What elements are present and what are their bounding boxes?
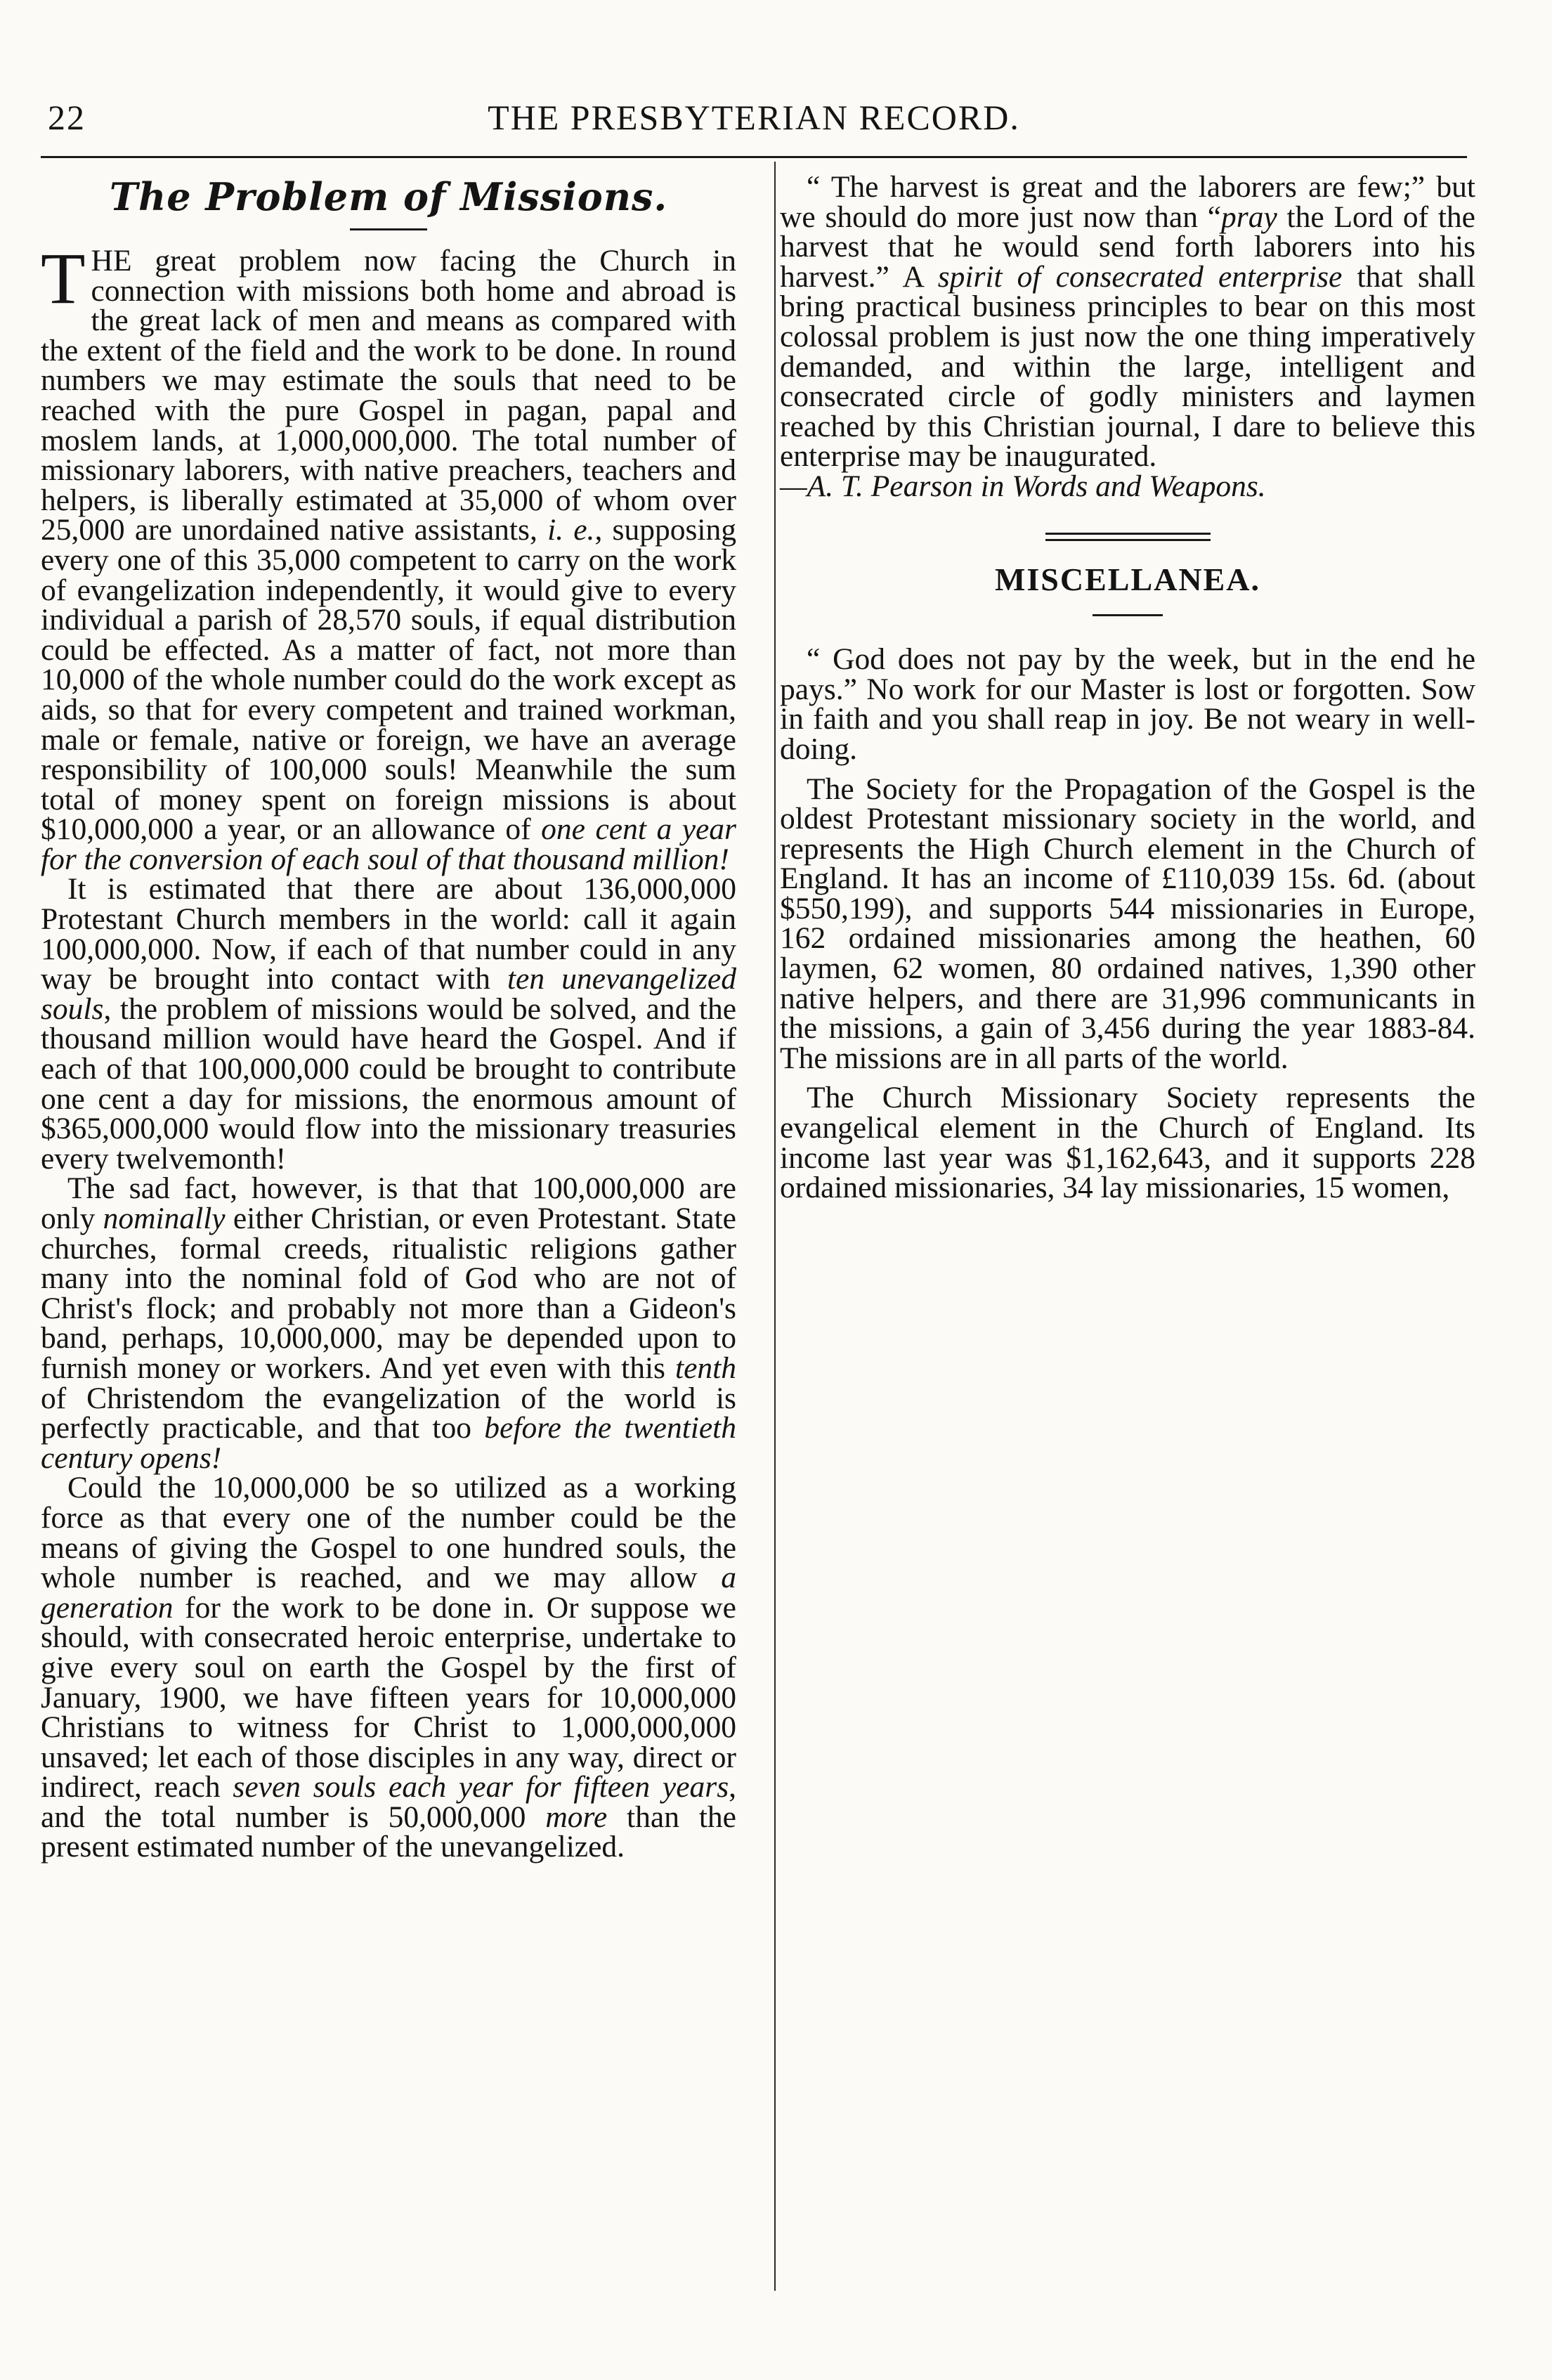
journal-title: THE PRESBYTERIAN RECORD. [488, 98, 1020, 137]
heading-rule [1093, 614, 1163, 616]
article-title: The Problem of Missions. [109, 174, 668, 219]
article-paragraph-1: THE great problem now facing the Church in connection with missions both home and abroad is the great lack of men and means as compared with the extent of the field and the work to be done. In round numbers we may estimate the souls that need to be reached with the pure Gospel in pagan, papal and moslem lands, at 1,000,000,000. The total number of missionary laborers, with native preachers, teachers and helpers, is liberally estimated at 35,000 of whom over 25,000 are unordained native assistants, i. e., supposing every one of this 35,000 competent to carry on the work of evangelization independently, it would give to every individual a parish of 28,570 souls, if equal distribution could be effected. As a matter of fact, not more than 10,000 of the whole number could do the work except as aids, so that for every competent and trained workman, male or female, native or foreign, we have an average responsibility of 100,000 souls! Meanwhile the sum total of money spent on foreign missions is about $10,000,000 a year, or an allowance of one cent a year for the conversion of each soul of that thousand million! [41, 238, 736, 876]
title-rule [350, 228, 427, 230]
drop-cap: T [41, 238, 86, 319]
article-paragraph-5: “ The harvest is great and the laborers are few;” but we should do more just now than “pray the Lord of the harvest that he would send forth laborers into his harvest.” A spirit of consecrated enterprise that shall bring practical business principles to bear on this most colossal problem is just now the one thing imperatively demanded, and within the large, intelligent and consecrated circle of godly ministers and laymen reached by this Christian journal, I dare to believe this enterprise may be inaugurated. [780, 170, 1475, 474]
column-divider [774, 162, 776, 2291]
page-number: 22 [48, 98, 86, 137]
running-head [41, 90, 1467, 146]
misc-paragraph-1: “ God does not pay by the week, but in the end he pays.” No work for our Master is lost or forgotten. Sow in faith and you shall reap in joy. Be not weary in well-doing. [780, 642, 1475, 766]
misc-paragraph-3: The Church Missionary Society represents the evangelical element in the Church of England. Its income last year was $1,162,643, and it supports 228 ordained missionaries, 34 lay missionaries, 15 women, [780, 1081, 1475, 1205]
section-divider [1045, 533, 1211, 541]
header-rule [41, 156, 1467, 158]
article-paragraph-3: The sad fact, however, is that that 100,000,000 are only nominally either Christian, or even Protestant. State churches, formal creeds, ritualistic religions gather many into the nominal fold of God who are not of Christ's flock; and probably not more than a Gideon's band, perhaps, 10,000,000, may be depended upon to furnish money or workers. And yet even with this tenth of Christendom the evangelization of the world is perfectly practicable, and that too before the twentieth century opens! [41, 1171, 737, 1475]
section-heading-miscellanea: MISCELLANEA. [994, 561, 1260, 597]
article-paragraph-2: It is estimated that there are about 136,000,000 Protestant Church members in the world: call it again 100,000,000. Now, if each of that number could in any way be brought into contact with ten unevangelized souls, the problem of missions would be solved, and the thousand million would have heard the Gospel. And if each of that 100,000,000 could be brought to contribute one cent a day for missions, the enormous amount of $365,000,000 would flow into the missionary treasuries every twelvemonth! [41, 872, 736, 1176]
byline: —A. T. Pearson in Words and Weapons. [780, 469, 1266, 503]
misc-paragraph-2: The Society for the Propagation of the Gospel is the oldest Protestant missionary society in the world, and represents the High Church element in the Church of England. It has an income of £110,039 15s. 6d. (about $550,199), and supports 544 missionaries in Europe, 162 ordained missionaries among the heathen, 60 laymen, 62 women, 80 ordained natives, 1,390 other native helpers, and there are 31,996 communicants in the missions, a gain of 3,456 during the year 1883-84. The missions are in all parts of the world. [780, 772, 1475, 1075]
left-column [41, 172, 736, 1862]
right-column [780, 172, 1475, 1203]
article-paragraph-4: Could the 10,000,000 be so utilized as a working force as that every one of the number could be the means of giving the Gospel to one hundred souls, the whole number is reached, and we may allow a generation for the work to be done in. Or suppose we should, with consecrated heroic enterprise, undertake to give every soul on earth the Gospel by the first of January, 1900, we have fifteen years for 10,000,000 Christians to witness for Christ to 1,000,000,000 unsaved; let each of those disciples in any way, direct or indirect, reach seven souls each year for fifteen years, and the total number is 50,000,000 more than the present estimated number of the unevangelized. [41, 1471, 736, 1864]
